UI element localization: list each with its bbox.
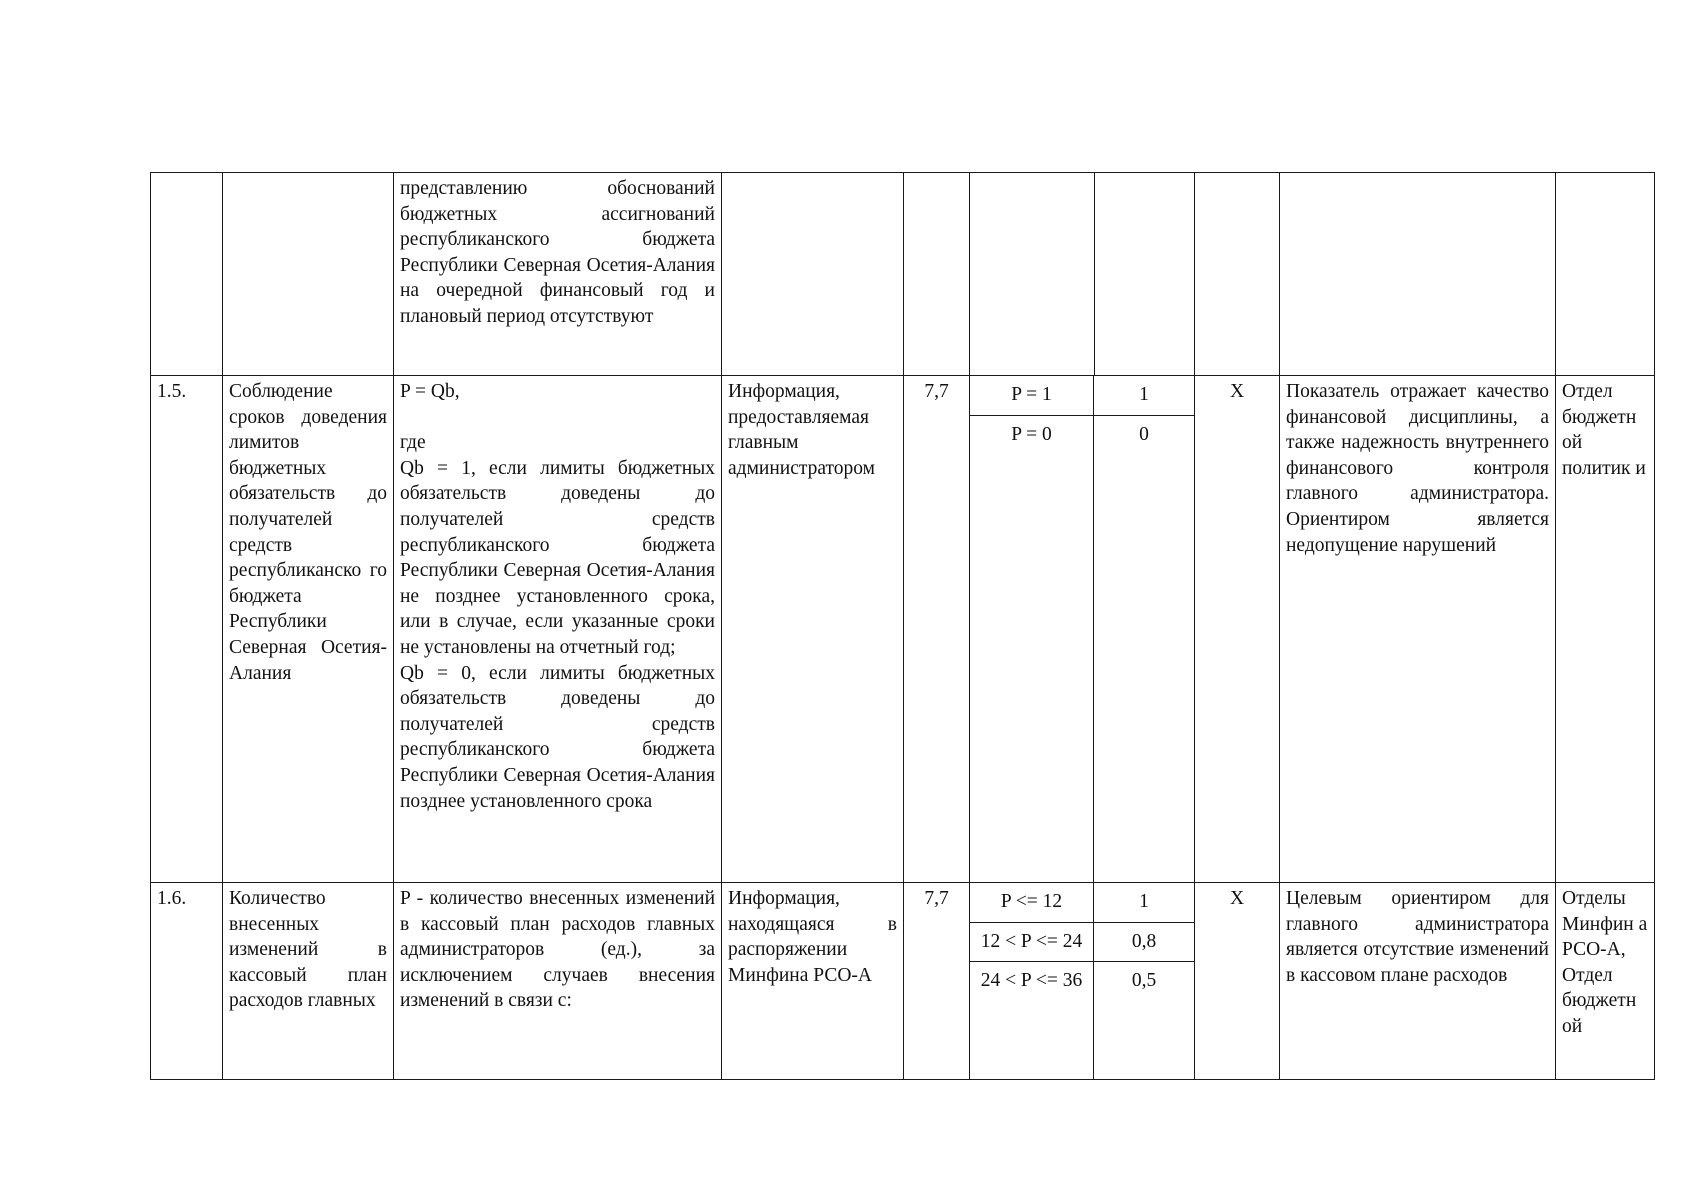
criteria-score: 1 [1139, 384, 1149, 405]
cell-num: 1.5. [151, 376, 223, 883]
criteria-row [970, 376, 1194, 416]
criteria-score: 0 [1139, 423, 1149, 445]
cell-responsible: Отделы Минфин а РСО-А, Отдел бюджетн ой [1556, 883, 1655, 1080]
criteria-row [970, 923, 1194, 963]
formula-line: Qb = 1, если лимиты бюджетных обязательств доведены до получателей средств республиканского бюджета Республики Северная Осетия-Алания не позднее установленного срока, или в случае, если указанные сроки не установлены на отчетный год; [400, 457, 715, 658]
criteria-subtable [970, 883, 1194, 1079]
criteria-score: 1 [1139, 891, 1149, 912]
criteria-row [970, 962, 1194, 1079]
cell-indicator-name: Соблюдение сроков доведения лимитов бюджетных обязательств до получателей средств республиканско го бюджета Республики Северная Осетия-Алания [223, 376, 394, 883]
document-sheet [150, 172, 1655, 1080]
cell-formula [394, 883, 722, 1080]
cell-weight: 7,7 [904, 376, 970, 883]
formula-line: представлению обоснований бюджетных ассигнований республиканского бюджета Республики Северная Осетия-Алания на очередной финансовый год и плановый период отсутствуют [400, 178, 715, 327]
cell-source: Информация, предоставляемая главным администратором [722, 376, 904, 883]
criteria-condition: P <= 12 [970, 883, 1094, 922]
table-row [151, 173, 1655, 376]
cell-source [722, 173, 904, 376]
cell-value: X [1195, 883, 1280, 1080]
cell-formula [394, 376, 722, 883]
criteria-condition: 24 < P <= 36 [970, 962, 1094, 1079]
cell-weight [904, 173, 970, 376]
cell-weight: 7,7 [904, 883, 970, 1080]
criteria-score: 0,5 [1131, 970, 1157, 992]
cell-criteria [970, 883, 1195, 1080]
formula-line: P - количество внесенных изменений в кассовый план расходов главных администраторов (ед.), за исключением случаев внесения изменений в связи с: [400, 888, 715, 1012]
formula-line: где [400, 432, 426, 454]
cell-responsible [1556, 173, 1655, 376]
cell-indicator-name: Количество внесенных изменений в кассовый план расходов главных [223, 883, 394, 1080]
criteria-condition: 12 < P <= 24 [970, 923, 1094, 962]
cell-criteria [970, 173, 1195, 376]
cell-responsible: Отдел бюджетн ой политик и [1556, 376, 1655, 883]
cell-description [1280, 173, 1556, 376]
criteria-condition: P = 1 [970, 376, 1094, 415]
cell-value: X [1195, 376, 1280, 883]
cell-num: 1.6. [151, 883, 223, 1080]
criteria-row [970, 416, 1194, 882]
table-row [151, 376, 1655, 883]
cell-description: Целевым ориентиром для главного администратора является отсутствие изменений в кассовом плане расходов [1280, 883, 1556, 1080]
cell-formula [394, 173, 722, 376]
formula-line: Qb = 0, если лимиты бюджетных обязательств доведены до получателей средств республиканского бюджета Республики Северная Осетия-Алания позднее установленного срока [400, 662, 715, 812]
cell-indicator-name [223, 173, 394, 376]
criteria-condition: P = 0 [970, 416, 1094, 882]
cell-description: Показатель отражает качество финансовой дисциплины, а также надежность внутреннего финансового контроля главного администратора. Ориентиром является недопущение нарушений [1280, 376, 1556, 883]
table-row [151, 883, 1655, 1080]
formula-line: P = Qb, [400, 381, 460, 402]
criteria-row [970, 883, 1194, 923]
cell-source: Информация, находящаяся в распоряжении Минфина РСО-А [722, 883, 904, 1080]
criteria-subtable [970, 376, 1194, 882]
cell-num [151, 173, 223, 376]
indicators-table [150, 172, 1655, 1080]
cell-criteria [970, 376, 1195, 883]
formula-line [400, 405, 715, 431]
cell-value [1195, 173, 1280, 376]
criteria-score: 0,8 [1131, 930, 1157, 952]
